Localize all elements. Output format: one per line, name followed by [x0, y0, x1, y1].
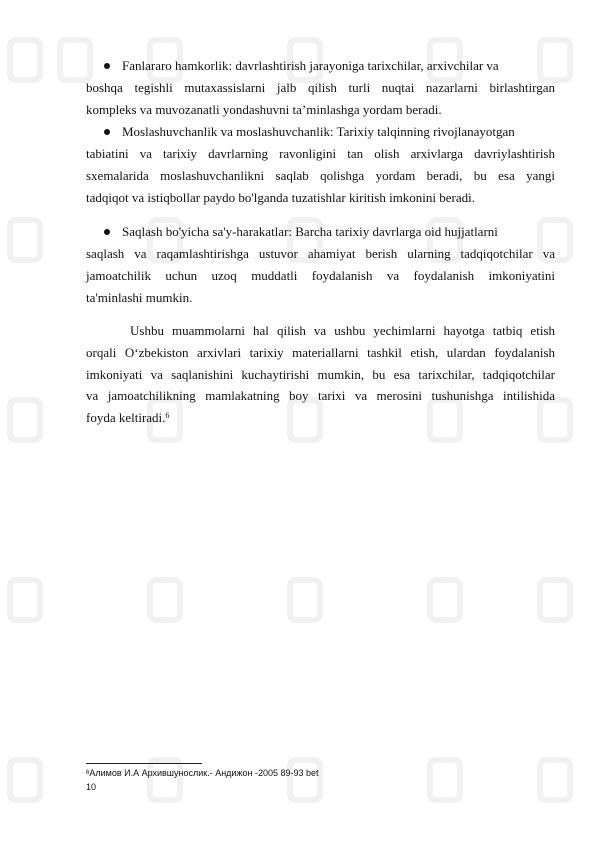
footnote-mark: 6: [86, 770, 90, 776]
bullet-continuation: [86, 143, 555, 208]
bullet-dot-icon: [104, 129, 110, 135]
text-line: tadqiqot va istiqbollar paydo bo'lganda tuzatishlar kiritish imkonini beradi.: [86, 189, 476, 205]
text-line: boshqa tegishli mutaxassislarni jalb qilish turli nuqtai nazarlarni birlashtirgan: [86, 80, 555, 95]
text-line: kompleks va muvozanatli yondashuvni ta’minlashga yordam beradi.: [86, 101, 442, 117]
conclusion-paragraph: [86, 320, 555, 429]
text-segment: foyda keltiradi.: [86, 410, 166, 426]
text-line: va jamoatchilikning mamlakatning boy tarixi va merosini tushunishga intilishida: [86, 388, 555, 404]
text-line: tabiatini va tarixiy davrlarning ravonligini tan olish arxivlarga davriylashtirish: [86, 146, 555, 161]
text-line: jamoatchilik uchun uzoq muddatli foydalanish va foydalanish imkoniyatini: [86, 267, 555, 283]
bullet-continuation: [86, 243, 555, 308]
footnote-text: Алимов И.А Архившунослик.- Андижон -2005 89-93 bet: [89, 768, 319, 778]
text-line: ta'minlashi mumkin.: [86, 289, 193, 305]
footnote-reference[interactable]: 6: [165, 411, 170, 421]
footnote: [86, 767, 319, 779]
bullet-continuation: [86, 77, 555, 121]
text-line: imkoniyati va saqlanishini kuchaytirishi mumkin, bu esa tarixchilar, tadqiqotchilar: [86, 366, 555, 382]
bullet-heading: Moslashuvchanlik va moslashuvchanlik: Tarixiy talqinning rivojlanayotgan: [122, 124, 515, 139]
text-line: saqlash va raqamlashtirishga ustuvor ahamiyat berish ularning tadqiqotchilar va: [86, 246, 555, 261]
text-line: Ushbu muammolarni hal qilish va ushbu yechimlarni hayotga tatbiq etish: [130, 323, 555, 338]
bullet-dot-icon: [104, 63, 110, 69]
bullet-dot-icon: [104, 229, 110, 235]
text-line: orqali O‘zbekiston arxivlari tarixiy materiallarni tashkil etish, ulardan foydalanish: [86, 344, 555, 360]
text-line: [86, 407, 555, 429]
footnote-separator: [86, 763, 202, 764]
bullet-heading: Fanlararo hamkorlik: davrlashtirish jarayoniga tarixchilar, arxivchilar va: [122, 58, 499, 73]
bullet-heading: Saqlash bo'yicha sa'y-harakatlar: Barcha tarixiy davrlarga oid hujjatlarni: [122, 224, 498, 239]
page-number: 10: [86, 782, 97, 792]
text-line: sxemalarida moslashuvchanlikni saqlab qolishga yordam beradi, bu esa yangi: [86, 167, 555, 183]
